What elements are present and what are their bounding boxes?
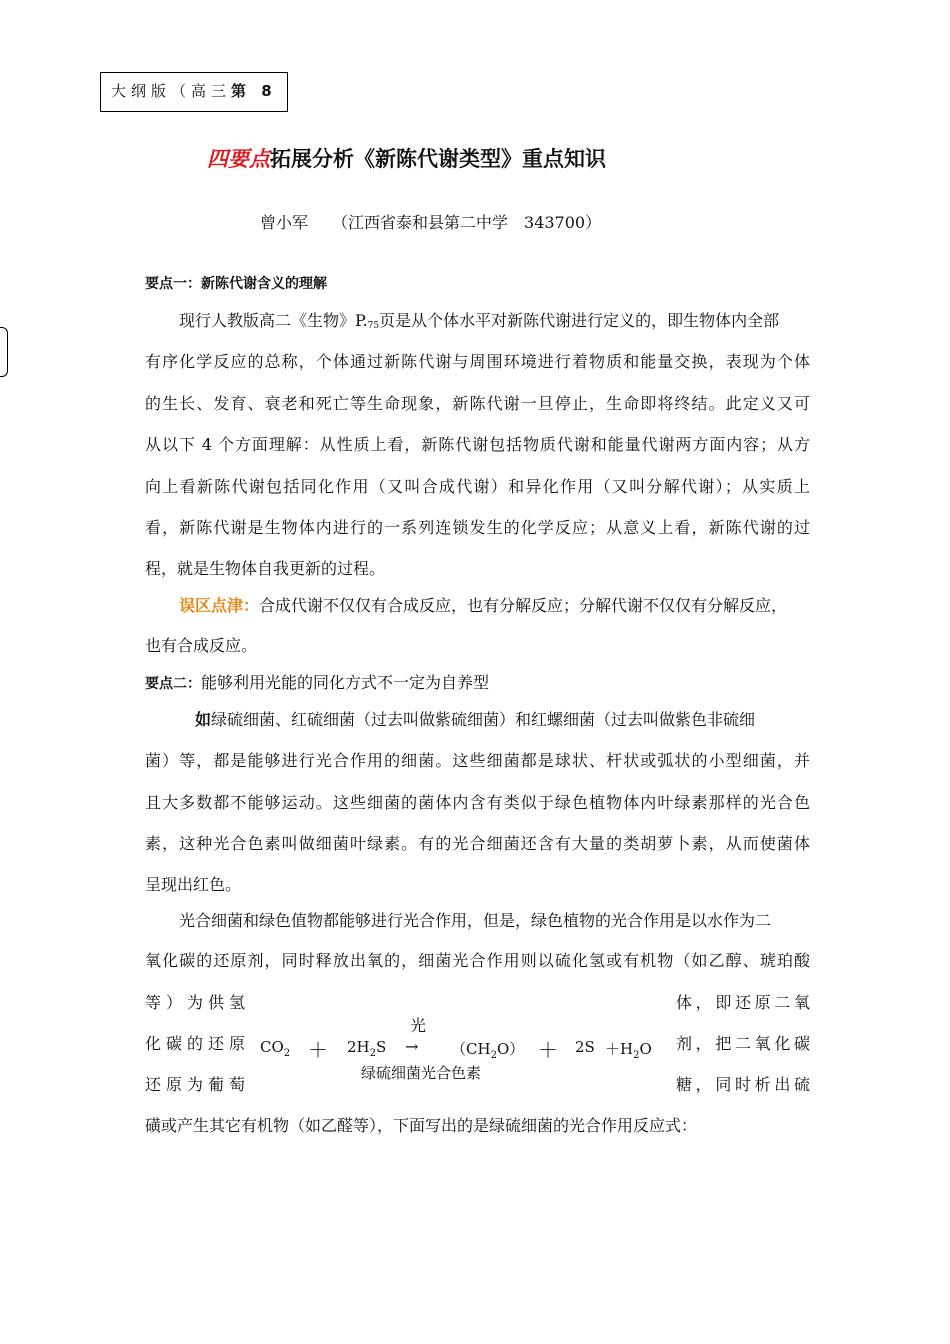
margin-bracket	[0, 327, 8, 377]
eq-sub: 2	[633, 1050, 640, 1061]
tip-text: 合成代谢不仅仅有合成反应，也有分解反应；分解代谢不仅仅有分解反应，	[259, 596, 788, 615]
tip-line-2: 也有合成反应。	[145, 636, 258, 655]
eq-sulfur: 2S	[575, 1038, 595, 1056]
eq-condition-pigment: 绿硫细菌光合色素	[361, 1064, 482, 1082]
section1-heading: 要点一：新陈代谢含义的理解	[145, 276, 327, 292]
paragraph-line: 看，新陈代谢是生物体内进行的一系列连锁发生的化学反应；从意义上看，新陈代谢的过	[145, 518, 810, 537]
text-span: 页是从个体水平对新陈代谢进行定义的，即生物体内全部	[379, 311, 780, 330]
eq-text: S	[376, 1038, 387, 1056]
eq-text: O）	[496, 1040, 525, 1058]
paragraph-line: 呈现出红色。	[145, 875, 242, 894]
text-span: 绿硫细菌、红硫细菌（过去叫做紫硫细菌）和红螺细菌（过去叫做紫色非硫细	[211, 710, 756, 729]
eq-plus: ＋	[308, 1038, 328, 1062]
eq-sub: 2	[490, 1050, 497, 1061]
paragraph-line: 且大多数都不能够运动。这些细菌的菌体内含有类似于绿色植物体内叶绿素那样的光合色	[145, 793, 810, 812]
header-bold-text: 第 8	[231, 82, 277, 100]
paragraph-line: 的生长、发育、衰老和死亡等生命现象，新陈代谢一旦停止，生命即将终结。此定义又可	[145, 394, 810, 413]
eq-text: O	[639, 1040, 652, 1058]
eq-text: CO	[260, 1038, 284, 1056]
paragraph-line: 菌）等，都是能够进行光合作用的细菌。这些细菌都是球状、杆状或弧状的小型细菌，并	[145, 751, 810, 770]
section2-heading-rest: 能够利用光能的同化方式不一定为自养型	[201, 673, 490, 692]
title-red: 四要点	[207, 147, 270, 171]
eq-text: 2H	[347, 1038, 370, 1056]
paragraph-line: 向上看新陈代谢包括同化作用（又叫合成代谢）和异化作用（又叫分解代谢）；从实质上	[145, 477, 810, 496]
page-title	[207, 143, 606, 173]
eq-h2s	[347, 1038, 386, 1059]
eq-condition-light: 光	[410, 1016, 427, 1035]
paragraph-line: 素，这种光合色素叫做细菌叶绿素。有的光合细菌还含有大量的类胡萝卜素，从而使菌体	[145, 834, 810, 853]
title-rest: 拓展分析《新陈代谢类型》重点知识	[270, 147, 606, 171]
paragraph-line: 从以下 4 个方面理解：从性质上看，新陈代谢包括物质代谢和能量代谢两方面内容；从方	[145, 435, 810, 454]
bold-char: 如	[195, 710, 212, 729]
author-name: 曾小军	[260, 213, 309, 232]
right-col-line: 体，即还原二氧	[676, 993, 810, 1012]
eq-sub: 2	[369, 1048, 376, 1059]
eq-plus: ＋	[538, 1038, 558, 1062]
text-span: 光合细菌和绿色值物都能够进行光合作用，但是，绿色植物的光合作用是以水作为二	[179, 911, 772, 930]
author-affiliation: （江西省泰和县第二中学 343700）	[332, 213, 602, 232]
subscript: 75	[367, 321, 380, 331]
text-span: 现行人教版高二《生物》P.	[179, 311, 368, 330]
paragraph-line: 磺或产生其它有机物（如乙醛等），下面写出的是绿硫细菌的光合作用反应式：	[145, 1116, 698, 1135]
reaction-equation	[255, 1010, 665, 1085]
paragraph-line: 有序化学反应的总称，个体通过新陈代谢与周围环境进行着物质和能量交换，表现为个体	[145, 352, 810, 371]
author-line	[260, 210, 601, 233]
eq-arrow: →	[405, 1037, 419, 1056]
section2-heading	[145, 670, 810, 693]
left-col-line: 等）为供氢	[145, 993, 245, 1012]
paragraph-line	[145, 707, 810, 730]
eq-text: ＋H	[605, 1040, 634, 1058]
paragraph-line	[145, 308, 810, 331]
right-col-line: 剂，把二氧化碳	[676, 1034, 810, 1053]
tip-line	[145, 593, 810, 616]
eq-text: （CH	[451, 1040, 491, 1058]
tip-label: 误区点津：	[179, 596, 260, 615]
eq-ch2o	[451, 1038, 524, 1061]
eq-sub: 2	[283, 1048, 291, 1059]
left-col-line: 化碳的还原	[145, 1034, 245, 1053]
left-col-line: 还原为葡萄	[145, 1075, 245, 1094]
eq-h2o	[605, 1038, 652, 1061]
header-box	[100, 72, 288, 112]
header-text: 大纲版（高三	[111, 82, 232, 100]
paragraph-line	[145, 908, 810, 931]
right-col-line: 糖，同时析出硫	[676, 1075, 810, 1094]
paragraph-line: 程，就是生物体自我更新的过程。	[145, 559, 386, 578]
eq-co2	[260, 1038, 290, 1059]
paragraph-line: 氧化碳的还原剂，同时释放出氧的，细菌光合作用则以硫化氢或有机物（如乙醇、琥珀酸	[145, 951, 810, 970]
section2-heading-bold: 要点二：	[145, 676, 201, 692]
